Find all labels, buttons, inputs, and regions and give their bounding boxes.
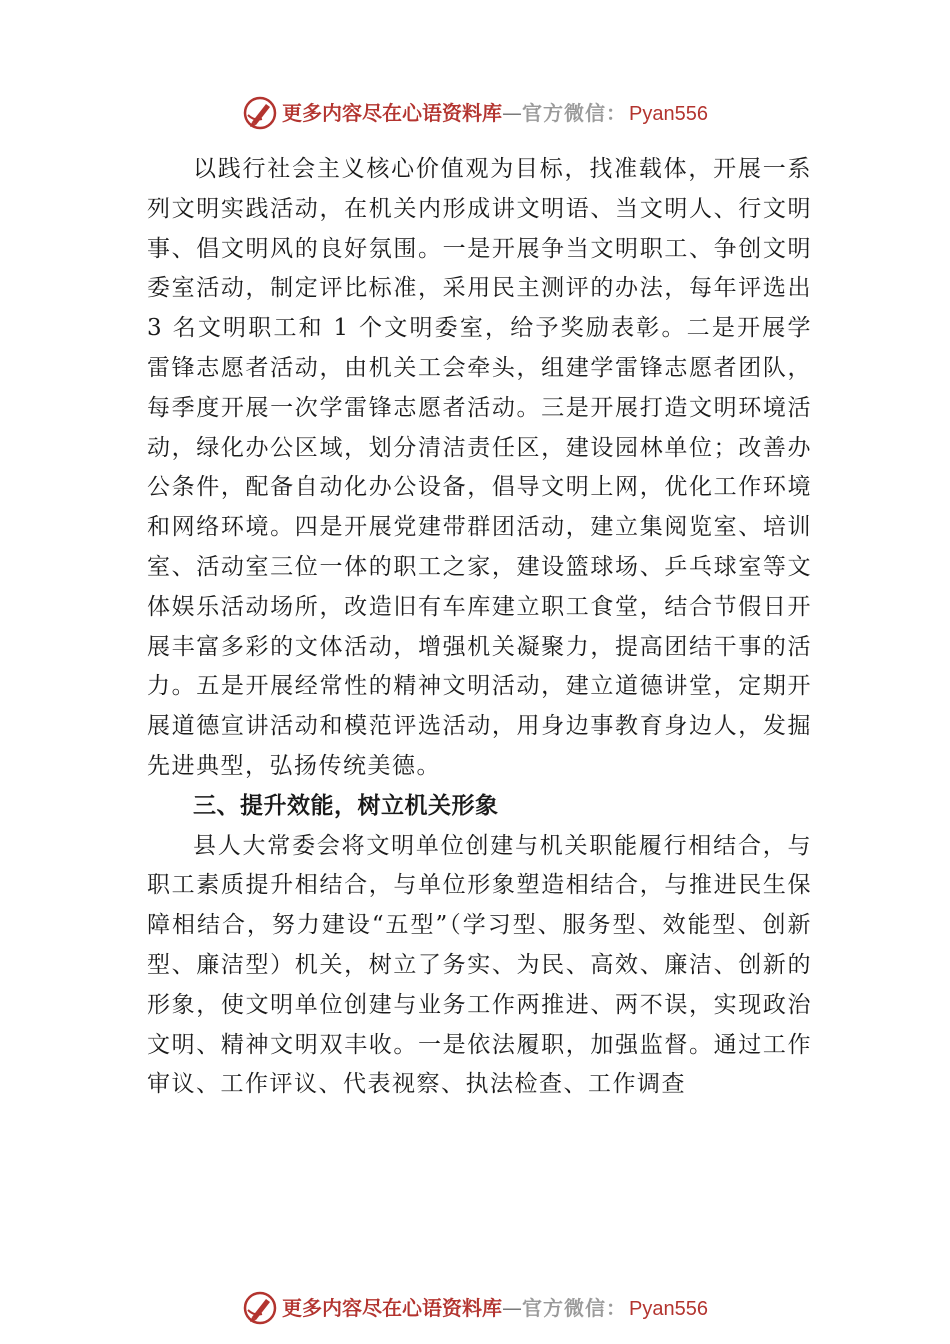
section-heading-3: 三、提升效能，树立机关形象: [193, 792, 499, 819]
header-banner-separator: —: [502, 100, 523, 125]
footer-banner-separator: —: [502, 1295, 523, 1320]
header-banner-main-text: 更多内容尽在心语资料库: [282, 100, 503, 125]
body-paragraph-2: 县人大常委会将文明单位创建与机关职能履行相结合，与职工素质提升相结合，与单位形象塑造相结合，与推进民生保障相结合，努力建设“五型”（学习型、服务型、效能型、创新型、廉洁型）机关，树立了务实、为民、高效、廉洁、创新的形象，使文明单位创建与业务工作两推进、两不误，实现政治文明、精神文明双丰收。一是依法履职，加强监督。通过工作审议、工作评议、代表视察、执法检查、工作调查: [147, 832, 812, 1098]
header-banner-text: [282, 93, 708, 134]
document-body: [147, 150, 812, 1105]
body-paragraph-1: 以践行社会主义核心价值观为目标，找准载体，开展一系列文明实践活动，在机关内形成讲文明语、当文明人、行文明事、倡文明风的良好氛围。一是开展争当文明职工、争创文明委室活动，制定评比标准，采用民主测评的办法，每年评选出 3 名文明职工和 1 个文明委室，给予奖励表彰。二是开展学雷锋志愿者活动，由机关工会牵头，组建学雷锋志愿者团队，每季度开展一次学雷锋志愿者活动。三是开展打造文明环境活动，绿化办公区域，划分清洁责任区，建设园林单位；改善办公条件，配备自动化办公设备，倡导文明上网，优化工作环境和网络环境。四是开展党建带群团活动，建立集阅览室、培训室、活动室三位一体的职工之家，建设篮球场、乒乓球室等文体娱乐活动场所，改造旧有车库建立职工食堂，结合节假日开展丰富多彩的文体活动，增强机关凝聚力，提高团结干事的活力。五是开展经常性的精神文明活动，建立道德讲堂，定期开展道德宣讲活动和模范评选活动，用身边事教育身边人，发掘先进典型，弘扬传统美德。: [147, 156, 812, 779]
footer-banner-wechat-id: Pyan556: [629, 1297, 708, 1320]
pen-seal-logo-icon: [242, 95, 278, 131]
footer-banner-main-text: 更多内容尽在心语资料库: [282, 1295, 503, 1320]
header-banner: [0, 93, 950, 133]
footer-banner-wechat-label: 官方微信：: [522, 1295, 628, 1320]
footer-banner: [0, 1288, 950, 1328]
pen-seal-logo-icon: [242, 1290, 278, 1326]
header-banner-wechat-id: Pyan556: [629, 102, 708, 125]
header-banner-wechat-label: 官方微信：: [522, 100, 628, 125]
footer-banner-text: [282, 1288, 708, 1329]
